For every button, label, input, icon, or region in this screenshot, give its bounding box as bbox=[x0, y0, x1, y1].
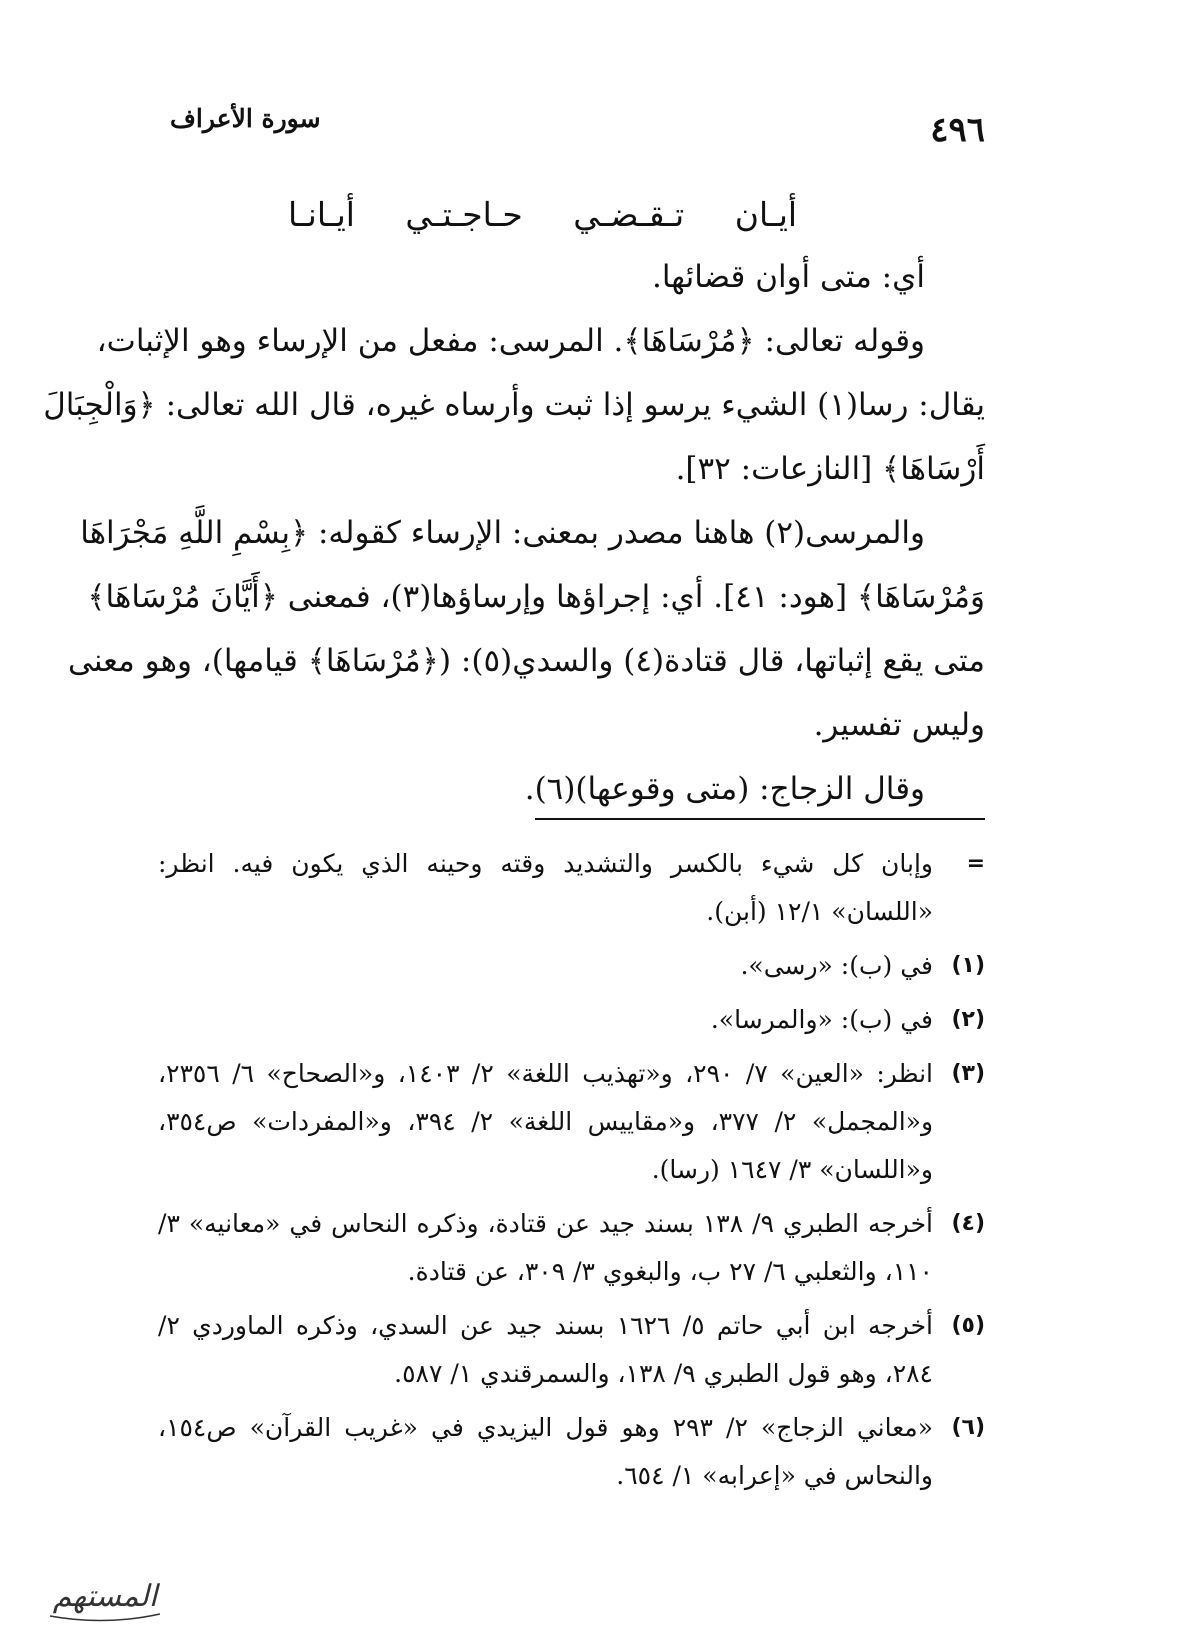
footnote-text: في (ب): «والمرسا». bbox=[710, 1005, 933, 1034]
footnotes bbox=[158, 840, 985, 1506]
text-line: والمرسى(٢) هاهنا مصدر بمعنى: الإرساء كقوله: ﴿بِسْمِ اللَّهِ مَجْرَاهَا bbox=[80, 515, 925, 551]
footnote-text: أخرجه ابن أبي حاتم ٥/ ١٦٢٦ بسند جيد عن السدي، وذكره الماوردي ٢/ ٢٨٤، وهو قول الطبري ٩/ ١٣٨، والسمرقندي ١/ ٥٨٧. bbox=[158, 1311, 933, 1388]
page-number: ٤٩٦ bbox=[930, 110, 985, 150]
footnote-text: في (ب): «رسى». bbox=[740, 951, 933, 980]
text-line: وقال الزجاج: (متى وقوعها)(٦). bbox=[524, 771, 925, 807]
text-line: أَرْسَاهَا﴾ [النازعات: ٣٢]. bbox=[675, 451, 985, 487]
footnote-mark: (٤) bbox=[951, 1211, 985, 1236]
main-text bbox=[43, 185, 985, 821]
text-lines bbox=[43, 245, 985, 821]
footnote bbox=[158, 942, 985, 990]
footnote-text: أخرجه الطبري ٩/ ١٣٨ بسند جيد عن قتادة، وذكره النحاس في «معانيه» ٣/ ١١٠، والثعلبي ٦/ ٢٧ ب، والبغوي ٣/ ٣٠٩، عن قتادة. bbox=[158, 1209, 933, 1286]
library-stamp-logo bbox=[30, 1568, 180, 1628]
text-line: متى يقع إثباتها، قال قتادة(٤) والسدي(٥): (﴿مُرْسَاهَا﴾ قيامها)، وهو معنى bbox=[67, 643, 985, 679]
running-title: سورة الأعراف bbox=[170, 104, 321, 133]
footnote-mark: (١) bbox=[951, 953, 985, 978]
poetry-verse: أيـان تـقـضـي حـاجـتـي أيـانـا bbox=[287, 195, 798, 234]
footnote bbox=[158, 996, 985, 1044]
svg-text:المستهم: المستهم bbox=[52, 1579, 158, 1614]
footnote bbox=[158, 1050, 985, 1194]
page-header bbox=[170, 102, 985, 162]
text-line: وقوله تعالى: ﴿مُرْسَاهَا﴾. المرسى: مفعل من الإرساء وهو الإثبات، bbox=[96, 323, 925, 359]
footnote bbox=[158, 840, 985, 936]
text-line: وليس تفسير. bbox=[813, 707, 985, 743]
text-line: وَمُرْسَاهَا﴾ [هود: ٤١]. أي: إجراؤها وإرساؤها(٣)، فمعنى ﴿أَيَّانَ مُرْسَاهَا﴾ bbox=[87, 579, 985, 615]
footnote-text: وإبان كل شيء بالكسر والتشديد وقته وحينه الذي يكون فيه. انظر: «اللسان» ١٢/١ (أبن). bbox=[158, 849, 933, 926]
footnote-mark: (٢) bbox=[951, 1007, 985, 1032]
footnote-divider bbox=[535, 818, 985, 820]
footnote bbox=[158, 1200, 985, 1296]
footnote-mark: (٥) bbox=[951, 1313, 985, 1338]
footnote-text: انظر: «العين» ٧/ ٢٩٠، و«تهذيب اللغة» ٢/ ١٤٠٣، و«الصحاح» ٦/ ٢٣٥٦، و«المجمل» ٢/ ٣٧٧، و«مقاييس اللغة» ٢/ ٣٩٤، و«المفردات» ص٣٥٤، و«اللسان» ٣/ ١٦٤٧ (رسا). bbox=[158, 1059, 934, 1184]
footnote-mark: (٦) bbox=[951, 1415, 985, 1440]
footnote bbox=[158, 1404, 985, 1500]
footnote-mark: (٣) bbox=[951, 1061, 985, 1086]
footnote-mark: = bbox=[966, 851, 985, 876]
footnote-text: «معاني الزجاج» ٢/ ٢٩٣ وهو قول اليزيدي في «غريب القرآن» ص١٥٤، والنحاس في «إعرابه» ١/ ٦٥٤. bbox=[158, 1413, 933, 1490]
text-line: أي: متى أوان قضائها. bbox=[651, 259, 925, 295]
text-line: يقال: رسا(١) الشيء يرسو إذا ثبت وأرساه غيره، قال الله تعالى: ﴿وَالْجِبَالَ bbox=[43, 387, 985, 423]
footnote bbox=[158, 1302, 985, 1398]
